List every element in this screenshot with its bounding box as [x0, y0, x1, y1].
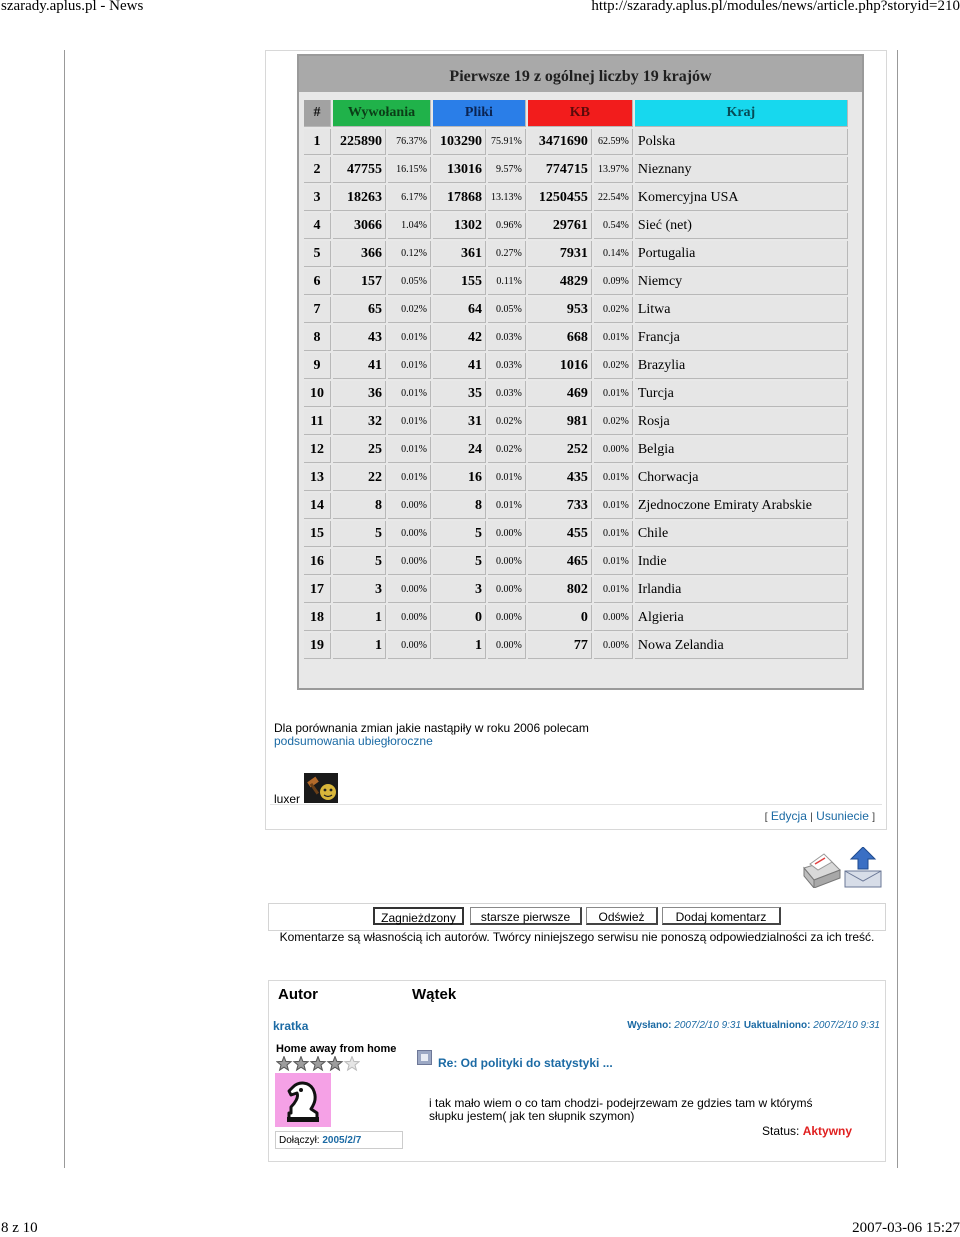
- cell-kb: 774715: [528, 157, 592, 183]
- stats-row: [304, 353, 848, 379]
- cell-rank: 19: [304, 633, 331, 659]
- posted-label: Wysłano:: [627, 1020, 672, 1031]
- cell-calls-pct: 0.01%: [388, 437, 431, 463]
- cell-kb: 802: [528, 577, 592, 603]
- cell-country: Portugalia: [635, 241, 848, 267]
- cell-files-pct: 0.00%: [488, 521, 526, 547]
- cell-kb: 733: [528, 493, 592, 519]
- cell-kb: 455: [528, 521, 592, 547]
- printer-icon[interactable]: [800, 850, 842, 888]
- cell-files: 155: [433, 269, 486, 295]
- cell-country: Chile: [635, 521, 848, 547]
- posted-value: 2007/2/10 9:31: [674, 1020, 742, 1031]
- cell-country: Brazylia: [635, 353, 848, 379]
- print-header-title: szarady.aplus.pl - News: [1, 0, 144, 14]
- cell-country: Niemcy: [635, 269, 848, 295]
- cell-files-pct: 0.00%: [488, 633, 526, 659]
- cell-kb: 0: [528, 605, 592, 631]
- star-filled-icon: [294, 1057, 308, 1071]
- cell-calls-pct: 0.00%: [388, 633, 431, 659]
- joined-value: 2005/2/7: [322, 1135, 362, 1146]
- cell-kb: 469: [528, 381, 592, 407]
- rank-stars: [276, 1056, 360, 1072]
- cell-calls: 18263: [333, 185, 386, 211]
- cell-country: Turcja: [635, 381, 848, 407]
- cell-kb-pct: 0.02%: [594, 409, 633, 435]
- cell-rank: 7: [304, 297, 331, 323]
- cell-files-pct: 0.03%: [488, 381, 526, 407]
- cell-files-pct: 9.57%: [488, 157, 526, 183]
- star-empty-icon: [345, 1057, 359, 1071]
- updated-label: Uaktualniono:: [743, 1020, 811, 1031]
- cell-files-pct: 0.00%: [488, 549, 526, 575]
- add-comment-button[interactable]: Dodaj komentarz: [662, 907, 781, 925]
- order-select[interactable]: starsze pierwsze: [470, 907, 582, 925]
- cell-calls-pct: 0.05%: [388, 269, 431, 295]
- cell-country: Polska: [635, 129, 848, 155]
- cell-calls: 65: [333, 297, 386, 323]
- stats-row: [304, 577, 848, 603]
- cell-calls: 157: [333, 269, 386, 295]
- cell-files: 0: [433, 605, 486, 631]
- stats-row: [304, 493, 848, 519]
- cell-calls: 3: [333, 577, 386, 603]
- cell-files: 24: [433, 437, 486, 463]
- cell-files-pct: 75.91%: [488, 129, 526, 155]
- cell-rank: 9: [304, 353, 331, 379]
- cell-rank: 5: [304, 241, 331, 267]
- cell-files: 64: [433, 297, 486, 323]
- cell-files: 41: [433, 353, 486, 379]
- updated-value: 2007/2/10 9:31: [813, 1020, 880, 1031]
- cell-files-pct: 0.05%: [488, 297, 526, 323]
- comment-dates: [627, 1020, 880, 1031]
- cell-calls-pct: 0.00%: [388, 605, 431, 631]
- cell-files-pct: 0.27%: [488, 241, 526, 267]
- col-header-files: Pliki: [433, 100, 526, 127]
- cell-kb-pct: 0.09%: [594, 269, 633, 295]
- cell-country: Zjednoczone Emiraty Arabskie: [635, 493, 848, 519]
- country-stats-table: [302, 98, 850, 661]
- bracket-close: ]: [872, 812, 875, 823]
- cell-rank: 1: [304, 129, 331, 155]
- cell-kb-pct: 0.01%: [594, 493, 633, 519]
- post-icon: [417, 1050, 432, 1065]
- stats-row: [304, 465, 848, 491]
- cell-calls: 5: [333, 521, 386, 547]
- cell-files-pct: 0.96%: [488, 213, 526, 239]
- status-label: Status:: [762, 1124, 800, 1138]
- stats-row: [304, 213, 848, 239]
- cell-kb-pct: 62.59%: [594, 129, 633, 155]
- cell-kb: 29761: [528, 213, 592, 239]
- comment-username[interactable]: kratka: [273, 1019, 309, 1033]
- star-filled-icon: [311, 1057, 325, 1071]
- cell-rank: 15: [304, 521, 331, 547]
- col-header-country: Kraj: [635, 100, 848, 127]
- user-avatar[interactable]: [275, 1073, 331, 1127]
- bracket-open: [: [764, 812, 768, 823]
- cell-kb: 981: [528, 409, 592, 435]
- cell-kb: 435: [528, 465, 592, 491]
- cell-kb: 4829: [528, 269, 592, 295]
- stats-row: [304, 297, 848, 323]
- star-filled-icon: [328, 1057, 342, 1071]
- author-badge-icon: [304, 773, 338, 803]
- edit-link[interactable]: Edycja: [770, 809, 807, 823]
- cell-kb-pct: 0.01%: [594, 465, 633, 491]
- cell-calls: 43: [333, 325, 386, 351]
- cell-rank: 16: [304, 549, 331, 575]
- cell-kb: 3471690: [528, 129, 592, 155]
- cell-rank: 8: [304, 325, 331, 351]
- cell-country: Belgia: [635, 437, 848, 463]
- stats-header-row: [304, 100, 848, 127]
- cell-kb-pct: 0.01%: [594, 577, 633, 603]
- stats-row: [304, 241, 848, 267]
- stats-row: [304, 549, 848, 575]
- article-admin-links: [765, 809, 875, 823]
- cell-country: Chorwacja: [635, 465, 848, 491]
- cell-calls: 225890: [333, 129, 386, 155]
- cell-calls: 22: [333, 465, 386, 491]
- print-header-url: http://szarady.aplus.pl/modules/news/article.php?storyid=210: [591, 0, 960, 14]
- country-stats-image: [297, 54, 864, 690]
- cell-files-pct: 0.00%: [488, 577, 526, 603]
- cell-calls: 36: [333, 381, 386, 407]
- author-column-header: Autor: [278, 986, 318, 1003]
- comment-subject[interactable]: Re: Od polityki do statystyki ...: [438, 1056, 613, 1070]
- cell-calls-pct: 1.04%: [388, 213, 431, 239]
- cell-country: Komercyjna USA: [635, 185, 848, 211]
- cell-files-pct: 0.02%: [488, 409, 526, 435]
- thread-column-header: Wątek: [412, 986, 457, 1003]
- cell-calls-pct: 0.00%: [388, 549, 431, 575]
- cell-files-pct: 0.00%: [488, 605, 526, 631]
- cell-calls: 47755: [333, 157, 386, 183]
- cell-kb: 7931: [528, 241, 592, 267]
- article-paragraph: [274, 722, 589, 748]
- cell-kb-pct: 0.00%: [594, 605, 633, 631]
- joined-label: Dołączył:: [279, 1135, 320, 1146]
- cell-rank: 17: [304, 577, 331, 603]
- stats-row: [304, 129, 848, 155]
- cell-files-pct: 13.13%: [488, 185, 526, 211]
- cell-files: 361: [433, 241, 486, 267]
- cell-files-pct: 0.03%: [488, 325, 526, 351]
- cell-kb: 1016: [528, 353, 592, 379]
- stats-row: [304, 521, 848, 547]
- cell-calls: 41: [333, 353, 386, 379]
- cell-kb-pct: 0.00%: [594, 437, 633, 463]
- cell-kb: 1250455: [528, 185, 592, 211]
- cell-kb-pct: 0.00%: [594, 633, 633, 659]
- cell-kb: 668: [528, 325, 592, 351]
- email-icon[interactable]: [843, 847, 883, 889]
- cell-files-pct: 0.03%: [488, 353, 526, 379]
- col-header-rank: #: [304, 100, 331, 127]
- cell-calls: 1: [333, 605, 386, 631]
- comments-disclaimer: Komentarze są własnością ich autorów. Twórcy niniejszego serwisu nie ponoszą odpowiedzialności za ich treść.: [279, 930, 875, 944]
- cell-calls: 32: [333, 409, 386, 435]
- cell-rank: 12: [304, 437, 331, 463]
- cell-country: Rosja: [635, 409, 848, 435]
- star-filled-icon: [277, 1057, 291, 1071]
- stats-body: [304, 129, 848, 659]
- cell-calls-pct: 0.00%: [388, 577, 431, 603]
- page-border-left: [64, 50, 65, 1168]
- cell-files: 13016: [433, 157, 486, 183]
- stats-row: [304, 409, 848, 435]
- cell-calls-pct: 6.17%: [388, 185, 431, 211]
- article-divider: [270, 804, 882, 805]
- cell-country: Litwa: [635, 297, 848, 323]
- print-header: [0, 0, 960, 18]
- cell-files: 5: [433, 549, 486, 575]
- cell-files: 3: [433, 577, 486, 603]
- stats-row: [304, 633, 848, 659]
- cell-calls: 25: [333, 437, 386, 463]
- cell-calls-pct: 0.01%: [388, 325, 431, 351]
- cell-kb-pct: 22.54%: [594, 185, 633, 211]
- cell-country: Indie: [635, 549, 848, 575]
- cell-files: 16: [433, 465, 486, 491]
- cell-country: Algieria: [635, 605, 848, 631]
- cell-rank: 4: [304, 213, 331, 239]
- cell-calls: 3066: [333, 213, 386, 239]
- cell-files: 1: [433, 633, 486, 659]
- status-value: Aktywny: [802, 1124, 853, 1138]
- cell-kb: 953: [528, 297, 592, 323]
- cell-kb: 465: [528, 549, 592, 575]
- cell-kb-pct: 0.01%: [594, 381, 633, 407]
- cell-calls-pct: 0.01%: [388, 409, 431, 435]
- user-rank: Home away from home: [276, 1043, 397, 1055]
- stats-row: [304, 437, 848, 463]
- cell-rank: 14: [304, 493, 331, 519]
- join-date: [275, 1131, 403, 1149]
- cell-kb-pct: 0.02%: [594, 353, 633, 379]
- col-header-calls: Wywołania: [333, 100, 431, 127]
- cell-files-pct: 0.02%: [488, 437, 526, 463]
- display-mode-select[interactable]: Zagnieżdzony: [373, 907, 464, 925]
- cell-calls-pct: 0.02%: [388, 297, 431, 323]
- cell-files: 1302: [433, 213, 486, 239]
- stats-row: [304, 605, 848, 631]
- cell-calls-pct: 76.37%: [388, 129, 431, 155]
- cell-files-pct: 0.01%: [488, 465, 526, 491]
- cell-files: 42: [433, 325, 486, 351]
- summary-link[interactable]: podsumowania ubiegłoroczne: [274, 734, 433, 748]
- print-datetime: 2007-03-06 15:27: [852, 1220, 960, 1236]
- cell-rank: 11: [304, 409, 331, 435]
- cell-calls: 1: [333, 633, 386, 659]
- comment-body: i tak mało wiem o co tam chodzi- podejrzewam ze gdzies tam w którymś słupku jestem( jak ten słupnik szymon): [429, 1096, 813, 1123]
- cell-country: Francja: [635, 325, 848, 351]
- cell-kb-pct: 0.01%: [594, 549, 633, 575]
- link-separator: |: [810, 812, 813, 823]
- refresh-button[interactable]: Odśwież: [586, 907, 658, 925]
- cell-kb: 252: [528, 437, 592, 463]
- cell-calls-pct: 0.01%: [388, 381, 431, 407]
- cell-rank: 10: [304, 381, 331, 407]
- stats-row: [304, 157, 848, 183]
- cell-calls-pct: 0.01%: [388, 465, 431, 491]
- delete-link[interactable]: Usuniecie: [816, 809, 869, 823]
- cell-kb-pct: 0.02%: [594, 297, 633, 323]
- cell-country: Irlandia: [635, 577, 848, 603]
- cell-files: 17868: [433, 185, 486, 211]
- page-border-right: [897, 50, 898, 1168]
- cell-rank: 18: [304, 605, 331, 631]
- cell-rank: 3: [304, 185, 331, 211]
- cell-kb-pct: 13.97%: [594, 157, 633, 183]
- cell-calls: 366: [333, 241, 386, 267]
- cell-calls-pct: 0.00%: [388, 493, 431, 519]
- cell-kb-pct: 0.01%: [594, 325, 633, 351]
- stats-row: [304, 269, 848, 295]
- cell-files: 8: [433, 493, 486, 519]
- cell-files: 103290: [433, 129, 486, 155]
- stats-row: [304, 381, 848, 407]
- cell-calls-pct: 0.00%: [388, 521, 431, 547]
- cell-calls-pct: 0.12%: [388, 241, 431, 267]
- cell-files: 5: [433, 521, 486, 547]
- cell-country: Nowa Zelandia: [635, 633, 848, 659]
- cell-files-pct: 0.01%: [488, 493, 526, 519]
- cell-kb-pct: 0.14%: [594, 241, 633, 267]
- cell-files: 31: [433, 409, 486, 435]
- cell-files-pct: 0.11%: [488, 269, 526, 295]
- col-header-kb: KB: [528, 100, 633, 127]
- cell-files: 35: [433, 381, 486, 407]
- cell-kb-pct: 0.01%: [594, 521, 633, 547]
- cell-calls-pct: 0.01%: [388, 353, 431, 379]
- article-author[interactable]: luxer: [274, 792, 301, 806]
- cell-calls-pct: 16.15%: [388, 157, 431, 183]
- cell-kb-pct: 0.54%: [594, 213, 633, 239]
- page-counter: 8 z 10: [1, 1220, 38, 1236]
- user-status: [762, 1124, 852, 1138]
- cell-kb: 77: [528, 633, 592, 659]
- cell-rank: 13: [304, 465, 331, 491]
- stats-row: [304, 185, 848, 211]
- paragraph-text: Dla porównania zmian jakie nastąpiły w roku 2006 polecam: [274, 721, 589, 735]
- cell-country: Nieznany: [635, 157, 848, 183]
- cell-rank: 6: [304, 269, 331, 295]
- cell-rank: 2: [304, 157, 331, 183]
- cell-calls: 5: [333, 549, 386, 575]
- stats-row: [304, 325, 848, 351]
- cell-country: Sieć (net): [635, 213, 848, 239]
- cell-calls: 8: [333, 493, 386, 519]
- stats-title: Pierwsze 19 z ogólnej liczby 19 krajów: [299, 56, 862, 92]
